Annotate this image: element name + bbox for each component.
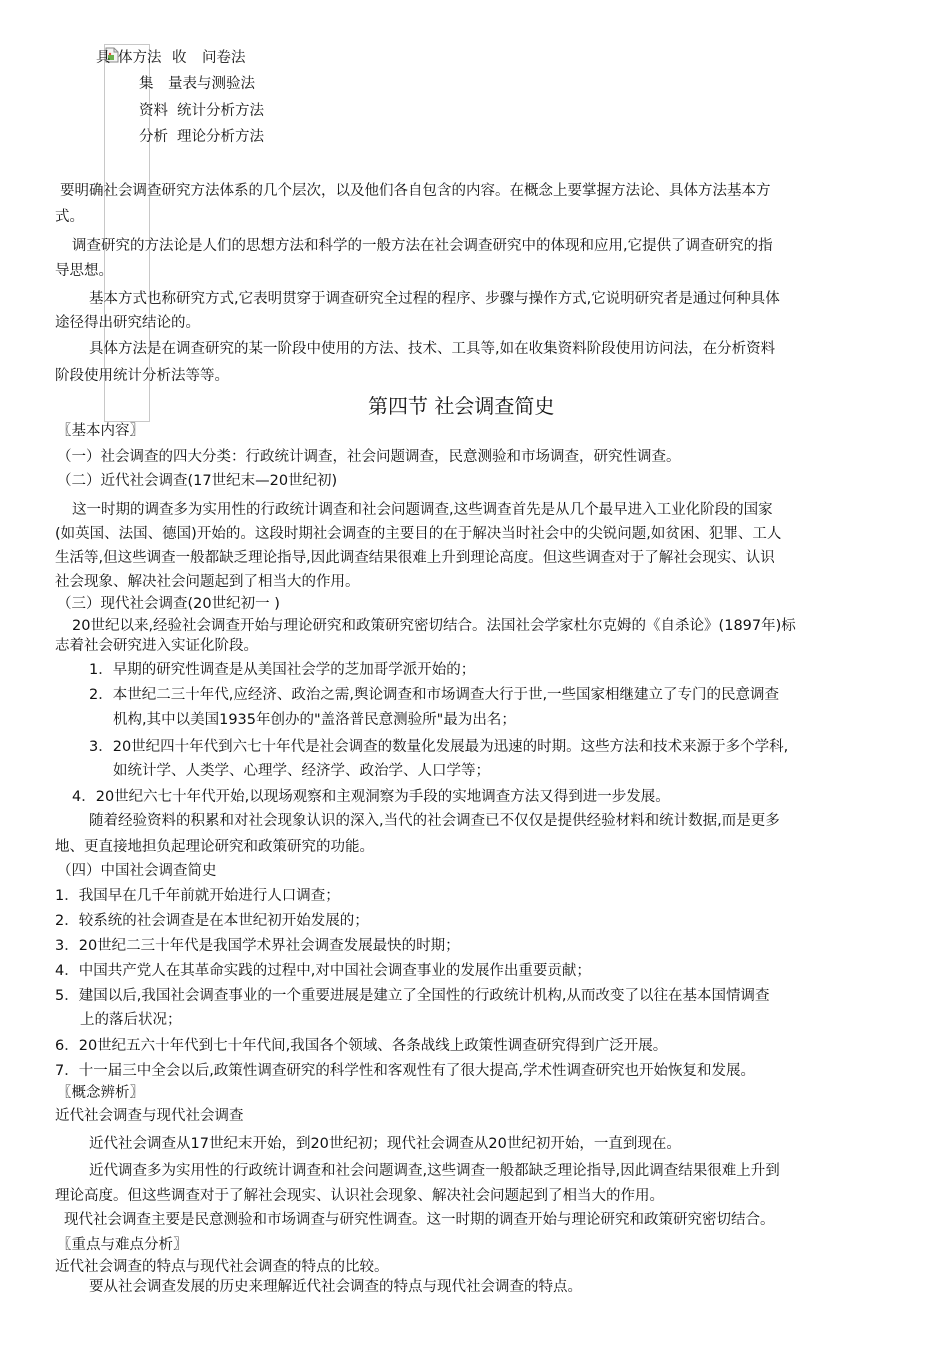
- intro-paragraph-3-line-1: 基本方式也称研究方式,它表明贯穿于调查研究全过程的程序、步骤与操作方式,它说明研究者是通过何种具体: [89, 291, 780, 307]
- concepts-subheading: 近代社会调查与现代社会调查: [55, 1108, 244, 1124]
- subsection-3-line-2: 志着社会研究进入实证化阶段。: [55, 638, 258, 654]
- subsection-2-heading: （二）近代社会调查(17世纪末—20世纪初): [57, 473, 338, 489]
- subsection-4-heading: （四）中国社会调查简史: [57, 863, 217, 879]
- subsection-4-item-1: 1．我国早在几千年前就开始进行人口调查；: [55, 888, 340, 904]
- method-tree-stage-1: 收: [172, 50, 187, 66]
- method-tree-method-3: 统计分析方法: [177, 103, 264, 119]
- subsection-3-paragraph-line-1: 随着经验资料的积累和对社会现象认识的深入,当代的社会调查已不仅仅是提供经验材料和统计数据,而是更多: [89, 813, 780, 829]
- subsection-3-paragraph-line-2: 地、更直接地担负起理论研究和政策研究的功能。: [55, 839, 374, 855]
- subsection-3-heading: （三）现代社会调查(20世纪初一 ): [57, 596, 280, 612]
- method-tree-stage-3: 资料: [139, 103, 168, 119]
- subsection-4-item-6: 6．20世纪五六十年代到七十年代间,我国各个领域、各条战线上政策性调查研究得到广泛开展。: [55, 1038, 668, 1054]
- key-points-subheading: 近代社会调查的特点与现代社会调查的特点的比较。: [55, 1259, 389, 1275]
- subsection-3-item-3-line-2: 如统计学、人类学、心理学、经济学、政治学、人口学等；: [113, 763, 490, 779]
- key-points-paragraph-1: 要从社会调查发展的历史来理解近代社会调查的特点与现代社会调查的特点。: [89, 1279, 582, 1295]
- subsection-2-line-3: 生活等,但这些调查一般都缺乏理论指导,因此调查结果很难上升到理论高度。但这些调查对于了解社会现实、认识: [55, 550, 775, 566]
- subsection-4-item-5-line-1: 5．建国以后,我国社会调查事业的一个重要进展是建立了全国性的行政统计机构,从而改变了以往在基本国情调查: [55, 988, 770, 1004]
- subsection-4-item-4: 4．中国共产党人在其革命实践的过程中,对中国社会调查事业的发展作出重要贡献；: [55, 963, 591, 979]
- subsection-2-line-2: (如英国、法国、德国)开始的。这段时期社会调查的主要目的在于解决当时社会中的尖锐问题,如贫困、犯罪、工人: [55, 526, 782, 542]
- subsection-3-item-3-line-1: 3．20世纪四十年代到六七十年代是社会调查的数量化发展最为迅速的时期。这些方法和技术来源于多个学科,: [89, 739, 789, 755]
- concepts-paragraph-3: 现代社会调查主要是民意测验和市场调查与研究性调查。这一时期的调查开始与理论研究和政策研究密切结合。: [64, 1212, 775, 1228]
- method-tree-stage-2: 集: [139, 76, 154, 92]
- subsection-4-item-7: 7．十一届三中全会以后,政策性调查研究的科学性和客观性有了很大提高,学术性调查研究也开始恢复和发展。: [55, 1063, 755, 1079]
- method-tree-root-b: 体方法: [118, 50, 162, 66]
- intro-paragraph-3-line-2: 途径得出研究结论的。: [55, 315, 200, 331]
- method-tree-method-1: 问卷法: [202, 50, 246, 66]
- concepts-paragraph-1: 近代社会调查从17世纪末开始，到20世纪初；现代社会调查从20世纪初开始，一直到现在。: [89, 1136, 681, 1152]
- subsection-3-item-1: 1．早期的研究性调查是从美国社会学的芝加哥学派开始的；: [89, 662, 476, 678]
- method-tree-stage-4: 分析: [139, 129, 168, 145]
- subsection-2-line-4: 社会现象、解决社会问题起到了相当大的作用。: [55, 574, 360, 590]
- subsection-3-item-2-line-2: 机构,其中以美国1935年创办的"盖洛普民意测验所"最为出名；: [113, 712, 516, 728]
- section-title: 第四节 社会调查简史: [368, 394, 555, 418]
- method-tree-method-4: 理论分析方法: [177, 129, 264, 145]
- intro-paragraph-2-line-1: 调查研究的方法论是人们的思想方法和科学的一般方法在社会调查研究中的体现和应用,它提供了调查研究的指: [72, 238, 773, 254]
- intro-paragraph-1-line-1: 要明确社会调查研究方法体系的几个层次，以及他们各自包含的内容。在概念上要掌握方法论、具体方法基本方: [60, 183, 771, 199]
- method-tree-method-2: 量表与测验法: [168, 76, 255, 92]
- subsection-3-line-1: 20世纪以来,经验社会调查开始与理论研究和政策研究密切结合。法国社会学家杜尔克姆的《自杀论》(1897年)标: [72, 618, 796, 634]
- intro-paragraph-4-line-1: 具体方法是在调查研究的某一阶段中使用的方法、技术、工具等,如在收集资料阶段使用访问法，在分析资料: [89, 341, 776, 357]
- subsection-3-item-4: 4．20世纪六七十年代开始,以现场观察和主观洞察为手段的实地调查方法又得到进一步发展。: [72, 789, 670, 805]
- intro-paragraph-1-line-2: 式。: [55, 209, 84, 225]
- subsection-4-item-2: 2．较系统的社会调查是在本世纪初开始发展的；: [55, 913, 369, 929]
- intro-paragraph-2-line-2: 导思想。: [55, 263, 113, 279]
- intro-paragraph-4-line-2: 阶段使用统计分析法等等。: [55, 368, 229, 384]
- subsection-3-item-2-line-1: 2．本世纪二三十年代,应经济、政治之需,舆论调查和市场调查大行于世,一些国家相继建立了专门的民意调查: [89, 687, 780, 703]
- subsection-4-item-5-line-2: 上的落后状况；: [80, 1012, 182, 1028]
- subsection-2-line-1: 这一时期的调查多为实用性的行政统计调查和社会问题调查,这些调查首先是从几个最早进入工业化阶段的国家: [72, 502, 773, 518]
- concepts-paragraph-2-line-1: 近代调查多为实用性的行政统计调查和社会问题调查,这些调查一般都缺乏理论指导,因此调查结果很难上升到: [89, 1163, 780, 1179]
- method-tree-root-a: 具: [96, 50, 111, 66]
- concepts-heading: 〖概念辨析〗: [57, 1085, 144, 1101]
- subsection-1: （一）社会调查的四大分类：行政统计调查，社会问题调查，民意测验和市场调查，研究性调查。: [57, 449, 681, 465]
- concepts-paragraph-2-line-2: 理论高度。但这些调查对于了解社会现实、认识社会现象、解决社会问题起到了相当大的作用。: [55, 1188, 664, 1204]
- basic-content-heading: 〖基本内容〗: [57, 423, 144, 439]
- subsection-4-item-3: 3．20世纪二三十年代是我国学术界社会调查发展最快的时期；: [55, 938, 460, 954]
- key-points-heading: 〖重点与难点分析〗: [57, 1237, 188, 1253]
